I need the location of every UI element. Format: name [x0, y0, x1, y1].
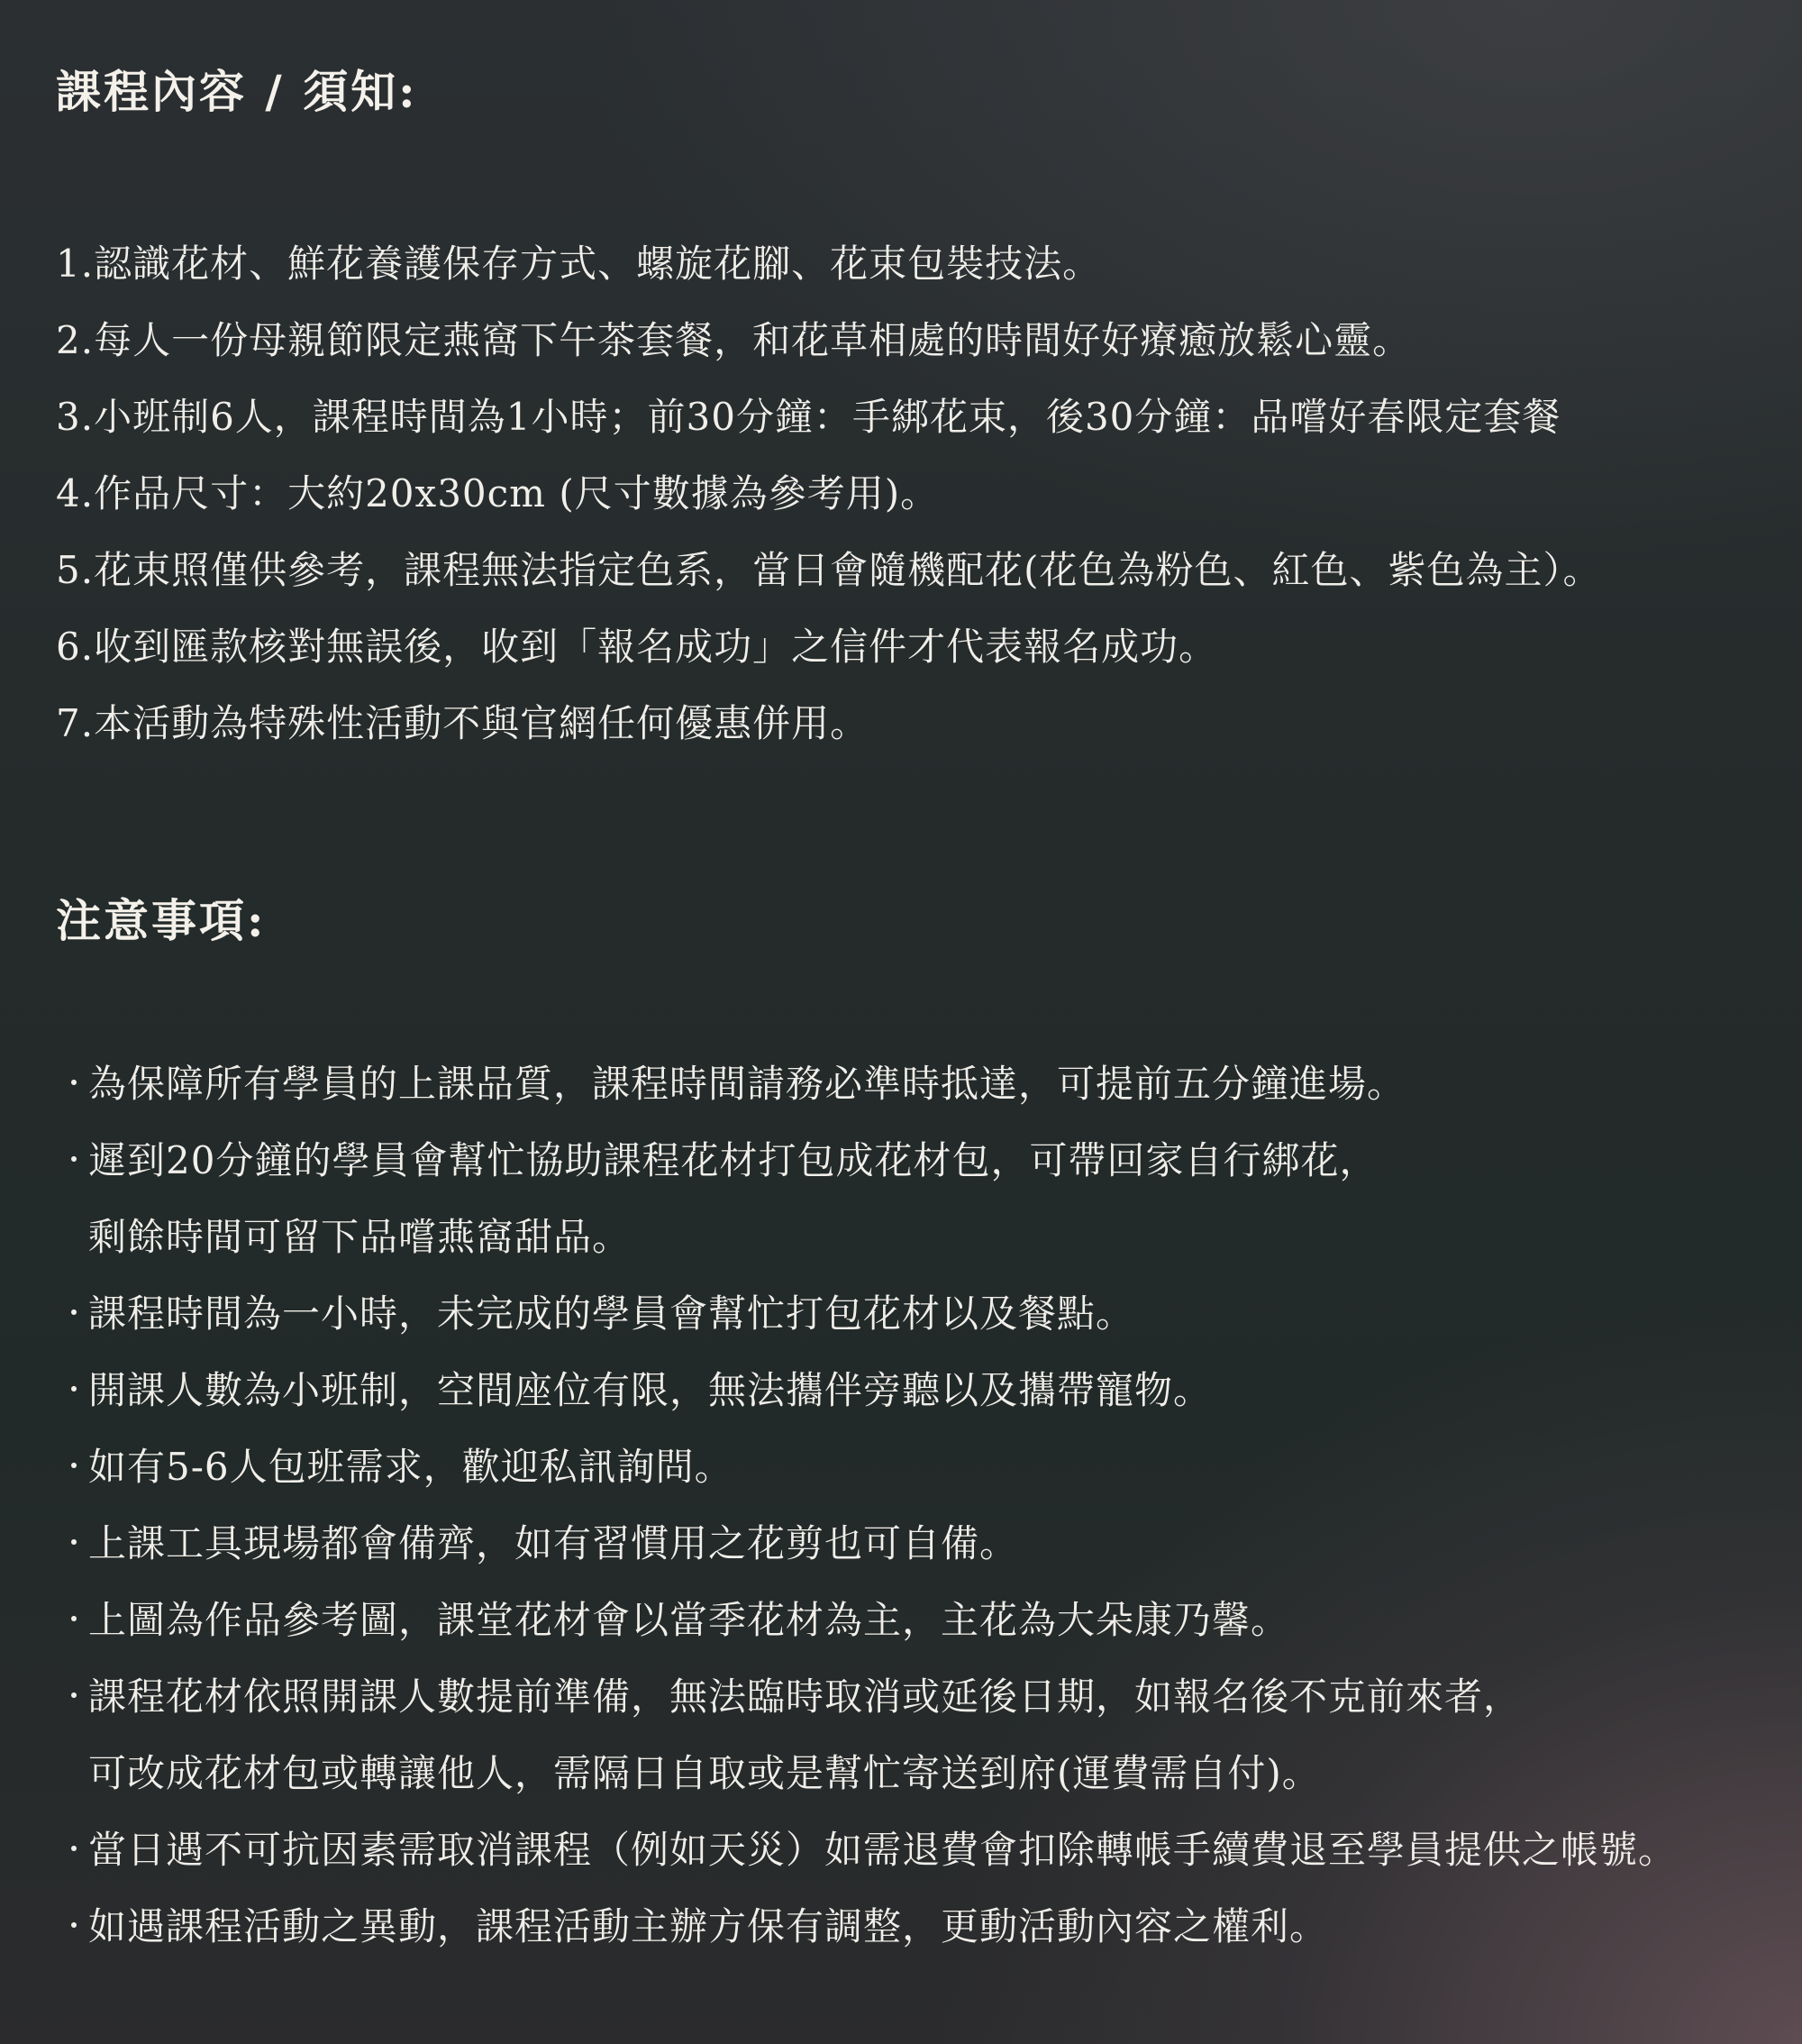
bullet-icon: ・: [59, 1449, 90, 1483]
note-text-continued: 可改成花材包或轉讓他人，需隔日自取或是幫忙寄送到府(運費需自付)。: [88, 1751, 1321, 1795]
bullet-icon: ・: [59, 1066, 90, 1100]
list-item: [56, 1888, 1677, 1965]
list-item: 2.每人一份母親節限定燕窩下午茶套餐，和花草相處的時間好好療癒放鬆心靈。: [56, 318, 1412, 362]
bullet-icon: ・: [59, 1296, 90, 1330]
bullet-icon: ・: [59, 1602, 90, 1637]
note-text: 遲到20分鐘的學員會幫忙協助課程花材打包成花材包，可帶回家自行綁花，: [88, 1138, 1379, 1182]
note-text: 開課人數為小班制，空間座位有限，無法攜伴旁聽以及攜帶寵物。: [88, 1368, 1213, 1412]
bullet-icon: ・: [59, 1143, 90, 1177]
bullet-icon: ・: [59, 1373, 90, 1407]
note-text: 如有5-6人包班需求，歡迎私訊詢問。: [88, 1445, 733, 1489]
list-item: 7.本活動為特殊性活動不與官網任何優惠併用。: [56, 701, 869, 745]
notes-heading: 注意事項:: [56, 894, 267, 947]
note-text: 如遇課程活動之異動，課程活動主辦方保有調整，更動活動內容之權利。: [88, 1904, 1329, 1948]
notes-list: [56, 1045, 1677, 1965]
list-item: [56, 1505, 1677, 1582]
note-text-continued: 剩餘時間可留下品嚐燕窩甜品。: [88, 1215, 632, 1259]
list-item: 1.認識花材、鮮花養護保存方式、螺旋花腳、花束包裝技法。: [56, 242, 1102, 286]
note-text: 上圖為作品參考圖，課堂花材會以當季花材為主，主花為大朵康乃馨。: [88, 1598, 1290, 1642]
list-item: 4.作品尺寸：大約20x30cm (尺寸數據為參考用)。: [56, 471, 940, 516]
bullet-icon: ・: [59, 1909, 90, 1943]
list-item: 5.花束照僅供參考，課程無法指定色系，當日會隨機配花(花色為粉色、紅色、紫色為主）。: [56, 548, 1602, 592]
list-item: [56, 1658, 1677, 1811]
bullet-icon: ・: [59, 1526, 90, 1560]
list-item: 3.小班制6人，課程時間為1小時；前30分鐘：手綁花束，後30分鐘：品嚐好春限定套餐: [56, 395, 1561, 439]
course-list: [56, 225, 1601, 762]
note-text: 當日遇不可抗因素需取消課程（例如天災）如需退費會扣除轉帳手續費退至學員提供之帳號。: [88, 1828, 1678, 1872]
bullet-icon: ・: [59, 1832, 90, 1866]
course-heading: 課程內容 / 須知:: [56, 65, 418, 118]
note-text: 課程花材依照開課人數提前準備，無法臨時取消或延後日期，如報名後不克前來者，: [88, 1674, 1523, 1719]
list-item: 6.收到匯款核對無誤後，收到「報名成功」之信件才代表報名成功。: [56, 625, 1218, 669]
list-item: [56, 1811, 1677, 1888]
bullet-icon: ・: [59, 1679, 90, 1713]
note-text: 為保障所有學員的上課品質，課程時間請務必準時抵達，可提前五分鐘進場。: [88, 1062, 1406, 1106]
list-item: [56, 1428, 1677, 1505]
list-item: [56, 1582, 1677, 1658]
list-item: [56, 1122, 1677, 1275]
list-item: [56, 1275, 1677, 1352]
list-item: [56, 1045, 1677, 1122]
list-item: [56, 1352, 1677, 1428]
note-text: 上課工具現場都會備齊，如有習慣用之花剪也可自備。: [88, 1521, 1019, 1565]
note-text: 課程時間為一小時，未完成的學員會幫忙打包花材以及餐點。: [88, 1291, 1135, 1336]
